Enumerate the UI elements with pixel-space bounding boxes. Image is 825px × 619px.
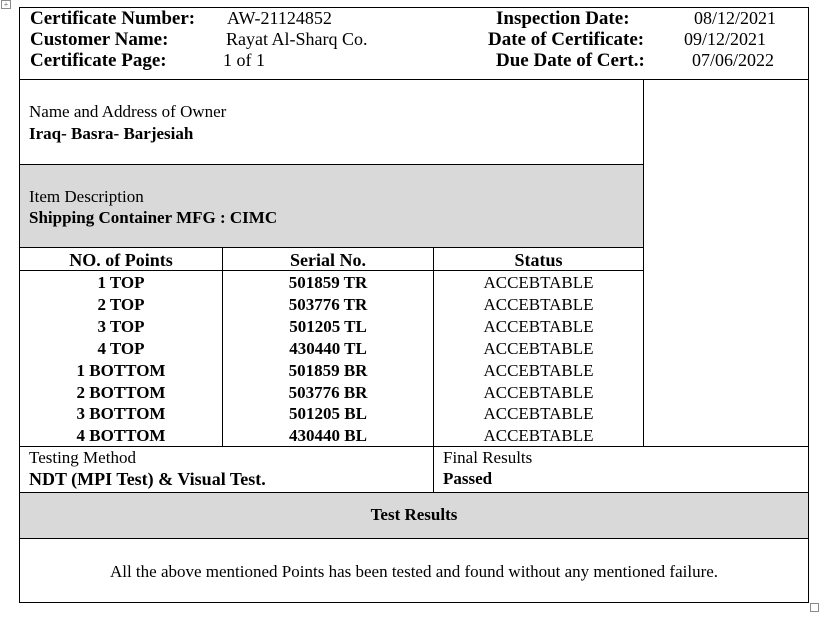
results-divider [19,538,809,539]
status-cell: ACCEBTABLE [483,339,594,358]
owner-divider [19,164,644,165]
serial-cell: 503776 BR [288,383,368,402]
serial-cell: 430440 TL [289,339,367,358]
point-cell: 1 TOP [97,273,145,292]
final-results-value: Passed [443,469,493,488]
certificate-page-value: 1 of 1 [223,50,265,70]
table-move-handle[interactable]: + [1,0,11,9]
inspection-date-value: 08/12/2021 [694,8,777,28]
serial-cell: 503776 TR [288,295,368,314]
owner-value: Iraq- Basra- Barjesiah [29,124,194,143]
test-results-title: Test Results [370,505,458,524]
testing-method-value: NDT (MPI Test) & Visual Test. [29,469,266,489]
test-results-statement: All the above mentioned Points has been tested and found without any mentioned failure. [109,562,719,581]
header-divider [19,79,809,80]
serial-cell: 430440 BL [289,426,367,445]
status-cell: ACCEBTABLE [483,383,594,402]
certificate-page-label: Certificate Page: [30,50,167,71]
column-header-serial: Serial No. [290,250,366,270]
point-cell: 3 BOTTOM [76,404,166,423]
status-cell: ACCEBTABLE [483,361,594,380]
point-cell: 2 TOP [97,295,145,314]
point-cell: 3 TOP [97,317,145,336]
status-cell: ACCEBTABLE [483,404,594,423]
point-cell: 4 BOTTOM [76,426,166,445]
point-cell: 1 BOTTOM [76,361,166,380]
customer-name-value: Rayat Al-Sharq Co. [226,29,368,49]
right-column-divider [643,79,644,447]
item-value: Shipping Container MFG : CIMC [29,208,278,227]
serial-cell: 501859 BR [288,361,368,380]
border-right [808,7,809,603]
border-bottom [19,602,809,603]
testing-method-label: Testing Method [29,448,136,467]
serial-cell: 501205 BL [289,404,367,423]
date-of-certificate-label: Date of Certificate: [488,29,645,50]
date-of-certificate-value: 09/12/2021 [684,29,767,49]
status-cell: ACCEBTABLE [483,273,594,292]
owner-label: Name and Address of Owner [29,102,227,121]
serial-cell: 501205 TL [289,317,367,336]
inspection-date-label: Inspection Date: [496,8,630,29]
point-cell: 4 TOP [97,339,145,358]
testing-divider [19,492,809,493]
item-divider [19,247,644,248]
final-results-label: Final Results [443,448,533,467]
due-date-label: Due Date of Cert.: [496,50,645,71]
point-cell: 2 BOTTOM [76,383,166,402]
item-label: Item Description [29,187,144,206]
table-resize-handle[interactable] [810,603,819,612]
certificate-number-value: AW-21124852 [227,8,332,28]
customer-name-label: Customer Name: [30,29,169,50]
certificate-number-label: Certificate Number: [30,8,196,29]
serial-cell: 501859 TR [288,273,368,292]
due-date-value: 07/06/2022 [692,50,775,70]
status-cell: ACCEBTABLE [483,426,594,445]
status-cell: ACCEBTABLE [483,295,594,314]
column-header-status: Status [514,250,563,270]
column-header-points: NO. of Points [69,250,173,270]
status-cell: ACCEBTABLE [483,317,594,336]
